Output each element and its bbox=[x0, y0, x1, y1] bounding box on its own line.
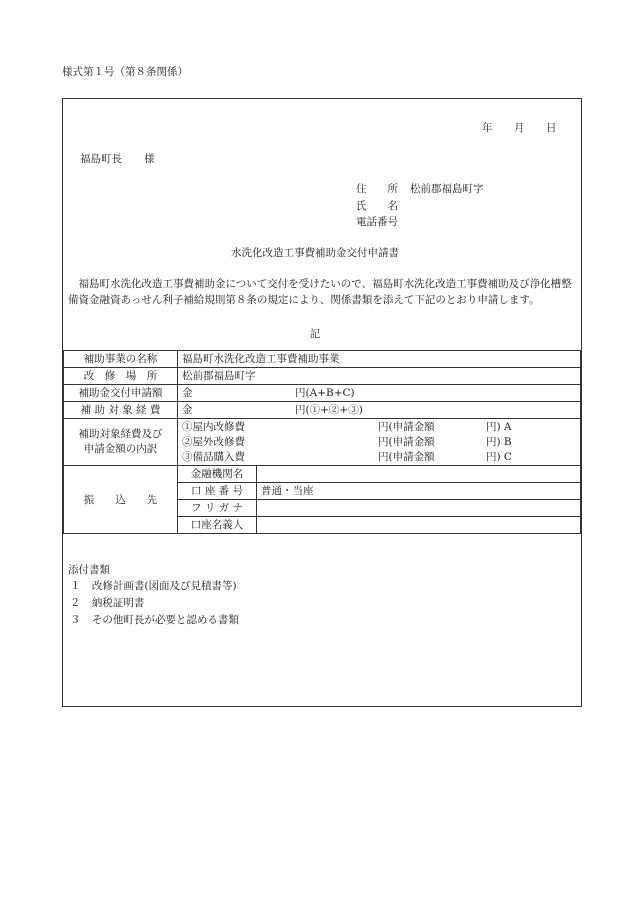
table-row bbox=[64, 466, 581, 483]
grant-label: 補助金交付申請額 bbox=[64, 385, 178, 402]
account-holder-label: 口座名義人 bbox=[178, 517, 257, 534]
attachment-number: １ bbox=[70, 580, 81, 592]
grant-prefix: 金 bbox=[182, 387, 193, 399]
applicant-name-label: 氏 名 bbox=[356, 200, 398, 212]
addressee-mayor: 福島町長 bbox=[80, 153, 122, 165]
breakdown-item-end: 円) C bbox=[486, 450, 512, 463]
cost-label: 補 助 対 象 経 費 bbox=[64, 402, 178, 419]
attachment-item bbox=[70, 613, 239, 627]
table-row bbox=[64, 368, 581, 385]
breakdown-label bbox=[64, 419, 178, 466]
body-line-1: 福島町水洗化改造工事費補助金について交付を受けたいので、福島町水洗化改造工事費補助及び浄化槽整 bbox=[68, 278, 572, 290]
ki-mark: 記 bbox=[309, 328, 321, 340]
breakdown-item bbox=[178, 420, 580, 435]
breakdown-item bbox=[178, 450, 580, 465]
date-year: 年 bbox=[482, 122, 493, 134]
cost-value bbox=[178, 402, 581, 419]
attachment-text: 納税証明書 bbox=[91, 597, 145, 609]
table-row bbox=[64, 402, 581, 419]
attachment-text: その他町長が必要と認める書類 bbox=[91, 614, 239, 626]
furigana-label: フ リ ガ ナ bbox=[178, 500, 257, 517]
breakdown-item-name: ①屋内改修費 bbox=[182, 420, 245, 433]
attachments-heading: 添付書類 bbox=[68, 564, 110, 576]
breakdown-label-line-2: 申請金額の内訳 bbox=[83, 443, 158, 455]
account-holder-value bbox=[257, 517, 581, 534]
breakdown-item-yen: 円(申請金額 bbox=[378, 420, 435, 433]
attachment-item bbox=[70, 596, 144, 610]
attachment-text: 改修計画書(図面及び見積書等) bbox=[91, 580, 237, 592]
applicant-address-value: 松前郡福島町字 bbox=[410, 183, 484, 195]
form-title: 水洗化改造工事費補助金交付申請書 bbox=[231, 247, 399, 259]
breakdown-value bbox=[178, 419, 581, 466]
furigana-value bbox=[257, 500, 581, 517]
breakdown-item-name: ③備品購入費 bbox=[182, 450, 245, 463]
location-value: 松前郡福島町字 bbox=[178, 368, 581, 385]
project-name-value: 福島町水洗化改造工事費補助事業 bbox=[178, 351, 581, 368]
breakdown-item-end: 円) A bbox=[486, 420, 512, 433]
breakdown-label-line-1: 補助対象経費及び bbox=[78, 428, 163, 440]
transfer-label: 振 込 先 bbox=[64, 466, 178, 534]
applicant-address-label: 住 所 bbox=[356, 183, 398, 195]
attachment-number: ３ bbox=[70, 614, 81, 626]
breakdown-item-name: ②屋外改修費 bbox=[182, 435, 245, 448]
breakdown-item-yen: 円(申請金額 bbox=[378, 435, 435, 448]
addressee-honorific: 様 bbox=[144, 153, 155, 165]
application-table bbox=[63, 350, 581, 534]
grant-suffix: 円(A+B+C) bbox=[295, 387, 355, 399]
breakdown-item-yen: 円(申請金額 bbox=[378, 450, 435, 463]
breakdown-item-end: 円) B bbox=[486, 435, 512, 448]
cost-suffix: 円(①+②+③) bbox=[295, 404, 363, 416]
body-line-2: 備資金融資あっせん利子補給規則第８条の規定により、関係書類を添えて下記のとおり申請します。 bbox=[68, 294, 540, 306]
account-type-value: 普通・当座 bbox=[257, 483, 581, 500]
table-row bbox=[64, 419, 581, 466]
project-name-label: 補助事業の名称 bbox=[64, 351, 178, 368]
date-day: 日 bbox=[546, 122, 557, 134]
bank-name-value bbox=[257, 466, 581, 483]
grant-value bbox=[178, 385, 581, 402]
cost-prefix: 金 bbox=[182, 404, 193, 416]
form-number: 様式第１号（第８条関係） bbox=[62, 66, 188, 78]
table-row bbox=[64, 385, 581, 402]
bank-name-label: 金融機関名 bbox=[178, 466, 257, 483]
date-month: 月 bbox=[514, 122, 525, 134]
table-row bbox=[64, 351, 581, 368]
breakdown-item bbox=[178, 435, 580, 450]
account-number-label: 口 座 番 号 bbox=[178, 483, 257, 500]
location-label: 改 修 場 所 bbox=[64, 368, 178, 385]
attachment-item bbox=[70, 579, 237, 593]
applicant-phone-label: 電話番号 bbox=[356, 216, 398, 228]
attachment-number: ２ bbox=[70, 597, 81, 609]
